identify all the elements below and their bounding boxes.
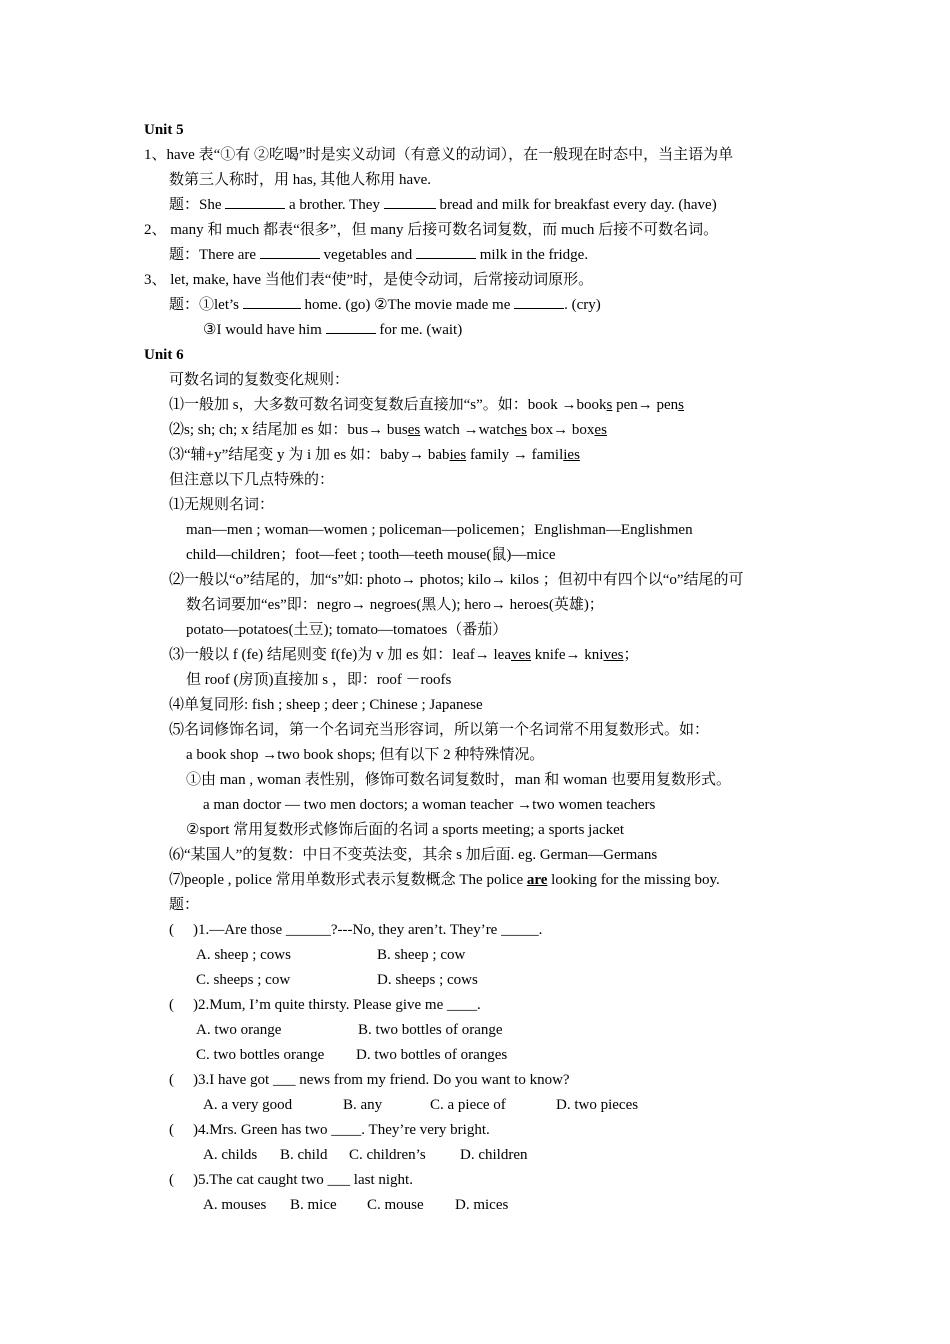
unit5-item2-question	[0, 243, 950, 268]
unit5-heading: Unit 5	[144, 122, 184, 138]
option-c[interactable]: C. two bottles orange	[196, 1047, 325, 1063]
option-c[interactable]: C. children’s	[349, 1147, 426, 1163]
rule-text: ⑴一般加 s，大多数可数名词变复数后直接加“s”。如：book →book	[169, 397, 607, 413]
question-4-options	[0, 1143, 950, 1168]
rule-2	[0, 418, 950, 443]
q-text: 题：①let’s	[169, 297, 243, 313]
question-2-options-cd	[0, 1043, 950, 1068]
question-5-options	[0, 1193, 950, 1218]
question-1-options-cd	[0, 968, 950, 993]
question-5	[0, 1168, 950, 1193]
question-1-options-ab	[0, 943, 950, 968]
rule-suffix: ies	[449, 447, 467, 463]
unit5-item1-line1: 1、have 表“①有 ②吃喝”时是实义动词（有意义的动词），在一般现在时态中，当主语为单	[144, 147, 734, 163]
answer-blank[interactable]	[225, 194, 285, 209]
unit6-heading: Unit 6	[144, 347, 184, 363]
option-a[interactable]: A. two orange	[196, 1022, 282, 1038]
rule-suffix: s	[678, 397, 685, 413]
unit5-item2: 2、 many 和 much 都表“很多”，但 many 后接可数名词复数，而 much 后接不可数名词。	[144, 222, 719, 238]
option-d[interactable]: D. two pieces	[556, 1097, 639, 1113]
special-3-line1	[0, 643, 950, 668]
option-d[interactable]: D. children	[460, 1147, 528, 1163]
rule-suffix: es	[514, 422, 527, 438]
special-5-line2: a book shop →two book shops; 但有以下 2 种特殊情况。	[186, 747, 545, 763]
question-text: )3.I have got ___ news from my friend. Do you want to know?	[193, 1072, 570, 1088]
quiz-label: 题：	[169, 897, 200, 913]
q-text: . (cry)	[564, 297, 601, 313]
rule-1	[0, 393, 950, 418]
rule-text: ⑺people , police 常用单数形式表示复数概念 The police	[169, 872, 527, 888]
q-text: a brother. They	[285, 197, 384, 213]
rule-3	[0, 443, 950, 468]
question-2-options-ab	[0, 1018, 950, 1043]
unit5-item1-line2: 数第三人称时，用 has, 其他人称用 have.	[169, 172, 432, 188]
special-note: 但注意以下几点特殊的：	[169, 472, 335, 488]
answer-paren[interactable]: (	[169, 1072, 174, 1088]
option-b[interactable]: B. mice	[290, 1197, 337, 1213]
q-text: for me. (wait)	[375, 322, 463, 338]
q-text: home. (go) ②The movie made me	[300, 297, 515, 313]
answer-paren[interactable]: (	[169, 922, 174, 938]
option-b[interactable]: B. sheep ; cow	[377, 947, 466, 963]
answer-blank[interactable]	[416, 244, 476, 259]
special-2-line1: ⑵一般以“o”结尾的，加“s”如: photo→ photos; kilo→ kilos ；但初中有四个以“o”结尾的可	[169, 572, 744, 588]
special-4: ⑷单复同形: fish ; sheep ; deer ; Chinese ; Japanese	[169, 697, 483, 713]
rule-suffix: es	[407, 422, 421, 438]
answer-paren[interactable]: (	[169, 997, 174, 1013]
rule-suffix: s	[606, 397, 613, 413]
q-text: bread and milk for breakfast every day. (have)	[435, 197, 717, 213]
rule-text: box→ box	[526, 422, 595, 438]
question-3	[0, 1068, 950, 1093]
special-2-line3: potato—potatoes(土豆); tomato—tomatoes（番茄）	[186, 622, 508, 638]
question-1	[0, 918, 950, 943]
rule-text: looking for the missing boy.	[547, 872, 720, 888]
emphasis-word: are	[526, 872, 548, 888]
option-c[interactable]: C. a piece of	[430, 1097, 506, 1113]
rule-suffix: ies	[563, 447, 580, 463]
answer-blank[interactable]	[384, 194, 436, 209]
question-text: )2.Mum, I’m quite thirsty. Please give me ____.	[193, 997, 481, 1013]
q-text: 题：There are	[169, 247, 260, 263]
q-text: milk in the fridge.	[476, 247, 589, 263]
special-7	[0, 868, 950, 893]
option-b[interactable]: B. child	[280, 1147, 328, 1163]
answer-paren[interactable]: (	[169, 1122, 174, 1138]
special-5-line1: ⑸名词修饰名词，第一个名词充当形容词，所以第一个名词常不用复数形式。如：	[169, 722, 710, 738]
answer-blank[interactable]	[243, 294, 301, 309]
special-2-line2: 数名词要加“es”即：negro→ negroes(黑人); hero→ heroes(英雄)；	[186, 597, 604, 613]
option-c[interactable]: C. mouse	[367, 1197, 424, 1213]
option-b[interactable]: B. two bottles of orange	[358, 1022, 503, 1038]
special-6: ⑹“某国人”的复数：中日不变英法变，其余 s 加后面. eg. German—Germans	[169, 847, 658, 863]
special-1-title: ⑴无规则名词：	[169, 497, 275, 513]
question-text: )5.The cat caught two ___ last night.	[193, 1172, 413, 1188]
q-text: 题：She	[169, 197, 226, 213]
answer-paren[interactable]: (	[169, 1172, 174, 1188]
rule-suffix: ves	[510, 647, 531, 663]
question-3-options	[0, 1093, 950, 1118]
rule-suffix: ves	[603, 647, 624, 663]
unit5-item3-question2	[0, 318, 950, 343]
special-1-line1: man—men ; woman—women ; policeman—policemen；Englishman—Englishmen	[186, 522, 693, 538]
special-5-line5: ②sport 常用复数形式修饰后面的名词 a sports meeting; a sports jacket	[186, 822, 624, 838]
rule-text: pen→ pen	[612, 397, 679, 413]
unit5-item3-question1	[0, 293, 950, 318]
option-d[interactable]: D. sheeps ; cows	[377, 972, 478, 988]
option-a[interactable]: A. childs	[203, 1147, 258, 1163]
question-4	[0, 1118, 950, 1143]
option-a[interactable]: A. a very good	[203, 1097, 293, 1113]
option-c[interactable]: C. sheeps ; cow	[196, 972, 291, 988]
rule-text: ⑵s; sh; ch; x 结尾加 es 如：bus→ bus	[169, 422, 408, 438]
answer-blank[interactable]	[514, 294, 564, 309]
unit5-item3: 3、 let, make, have 当他们表“使”时，是使令动词，后常接动词原形。	[144, 272, 594, 288]
special-5-line3: ①由 man , woman 表性别，修饰可数名词复数时，man 和 woman 也要用复数形式。	[186, 772, 731, 788]
special-5-line4: a man doctor — two men doctors; a woman teacher →two women teachers	[203, 797, 656, 813]
q-text: vegetables and	[319, 247, 417, 263]
question-text: )4.Mrs. Green has two ____. They’re very bright.	[193, 1122, 490, 1138]
rule-suffix: es	[594, 422, 607, 438]
answer-blank[interactable]	[326, 319, 376, 334]
rule-text: ⑶“辅+y”结尾变 y 为 i 加 es 如：baby→ bab	[169, 447, 450, 463]
question-text: )1.—Are those ______?---No, they aren’t. They’re _____.	[193, 922, 543, 938]
answer-blank[interactable]	[260, 244, 320, 259]
rule-text: family → famil	[466, 447, 564, 463]
option-a[interactable]: A. mouses	[203, 1197, 267, 1213]
unit5-item1-question	[0, 193, 950, 218]
rule-text: watch →watch	[420, 422, 515, 438]
document-page	[0, 118, 950, 1218]
rule-text: knife→ kni	[530, 647, 604, 663]
option-a[interactable]: A. sheep ; cows	[196, 947, 291, 963]
option-b[interactable]: B. any	[343, 1097, 383, 1113]
rule-text: ⑶一般以 f (fe) 结尾则变 f(fe)为 v 加 es 如：leaf→ lea	[169, 647, 511, 663]
special-1-line2: child—children；foot—feet ; tooth—teeth mouse(鼠)—mice	[186, 547, 556, 563]
special-3-line2: 但 roof (房顶)直接加 s ，即：roof －roofs	[186, 672, 452, 688]
option-d[interactable]: D. two bottles of oranges	[356, 1047, 508, 1063]
question-2	[0, 993, 950, 1018]
option-d[interactable]: D. mices	[455, 1197, 509, 1213]
q-text: ③I would have him	[203, 322, 326, 338]
plural-rules-intro: 可数名词的复数变化规则：	[169, 372, 350, 388]
rule-text: ；	[623, 647, 639, 663]
